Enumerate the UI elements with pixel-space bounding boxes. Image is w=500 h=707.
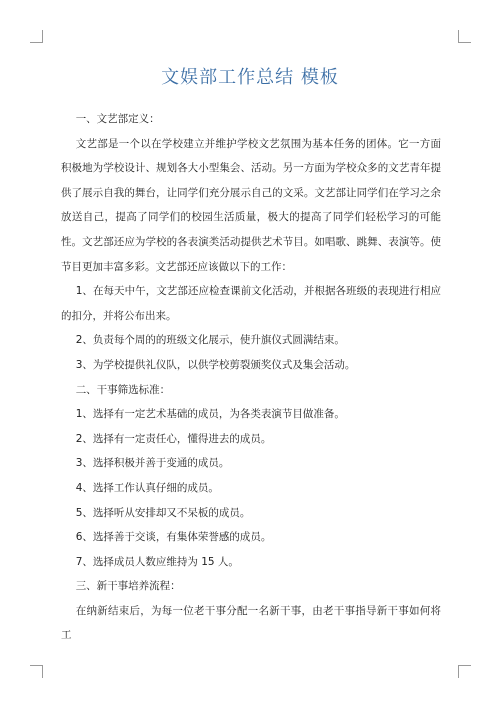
- crop-mark-top-left: [30, 30, 43, 43]
- definition-paragraph: 文艺部是一个以在学校建立并维护学校文艺氛围为基本任务的团体。它一方面积极地为学校设计、规划各大小型集会、活动。另一方面为学校众多的文艺青年提供了展示自我的舞台，让同学们充分展示自己的文采。文艺部让同学们在学习之余放送自己，提高了同学们的校园生活质量，极大的提高了同学们轻松学习的可能性。文艺部还应为学校的各表演类活动提供艺术节目。如唱歌、跳舞、表演等。使节目更加丰富多彩。文艺部还应该做以下的工作：: [61, 137, 441, 273]
- list-item: 5、选择听从安排却又不呆板的成员。: [75, 506, 251, 519]
- list-item: 3、选择积极并善于变通的成员。: [75, 457, 230, 470]
- crop-mark-bottom-left: [30, 665, 43, 678]
- list-item: 4、选择工作认真仔细的成员。: [75, 481, 219, 494]
- list-item: 7、选择成员人数应维持为 15 人。: [75, 555, 239, 568]
- list-item: 3、为学校提供礼仪队，以供学校剪裂颁奖仪式及集会活动。: [75, 358, 356, 371]
- section-heading-selection: 二、干事筛选标准：: [75, 383, 171, 396]
- list-item: 6、选择善于交谈，有集体荣誉感的成员。: [75, 531, 272, 544]
- document-title: 文娱部工作总结 模板: [161, 67, 339, 88]
- document-body: [61, 107, 441, 648]
- list-item: 1、选择有一定艺术基础的成员，为各类表演节目做准备。: [75, 408, 345, 421]
- section-heading-training: 三、新干事培养流程：: [75, 580, 181, 593]
- training-paragraph: 在纳新结束后，为每一位老干事分配一名新干事，由老干事指导新干事如何将工: [61, 604, 441, 642]
- crop-mark-bottom-right: [458, 665, 471, 678]
- crop-mark-top-right: [458, 30, 471, 43]
- list-item: 2、负责每个周的的班级文化展示，使升旗仪式圆满结束。: [75, 334, 345, 347]
- section-heading-definition: 一、文艺部定义：: [75, 113, 160, 125]
- list-item: 1、在每天中午，文艺部还应检查课前文化活动，并根据各班级的表现进行相应的扣分，并将公布出来。: [61, 285, 441, 322]
- list-item: 2、选择有一定责任心，懂得进去的成员。: [75, 432, 272, 445]
